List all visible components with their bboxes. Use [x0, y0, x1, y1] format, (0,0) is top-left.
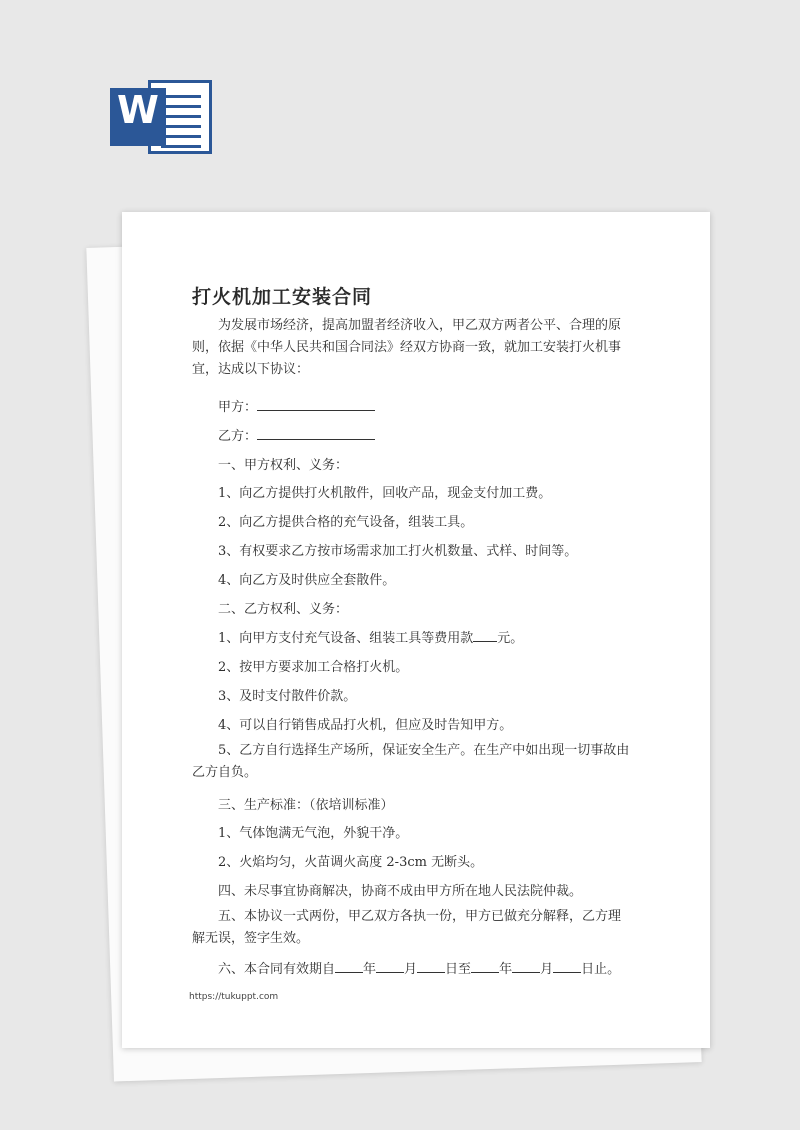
end-month-blank [512, 959, 540, 973]
start-day-label: 日至 [445, 962, 472, 977]
start-month-label: 月 [404, 962, 418, 977]
section-2-item-1-unit: 元。 [497, 631, 524, 646]
section-2-item-2: 2、按甲方要求加工合格打火机。 [218, 660, 409, 675]
section-1-item-4: 4、向乙方及时供应全套散件。 [218, 573, 396, 588]
party-b-line [218, 425, 375, 444]
party-b-label: 乙方： [218, 429, 258, 444]
end-day-label: 日止。 [581, 962, 621, 977]
section-6 [218, 958, 620, 977]
party-a-line [218, 396, 375, 415]
party-b-blank [257, 426, 375, 440]
section-2-item-3: 3、及时支付散件价款。 [218, 689, 357, 704]
section-3-item-2: 2、火焰均匀，火苗调火高度 2-3cm 无断头。 [218, 855, 484, 870]
word-logo-icon [110, 78, 216, 158]
party-a-blank [257, 397, 375, 411]
section-2-item-1-text: 1、向甲方支付充气设备、组装工具等费用款 [218, 631, 474, 646]
section-3-heading: 三、生产标准：（依培训标准） [218, 798, 394, 813]
section-2-item-1 [218, 627, 523, 646]
section-2-heading: 二、乙方权利、义务： [218, 602, 349, 617]
section-1-item-3: 3、有权要求乙方按市场需求加工打火机数量、式样、时间等。 [218, 544, 578, 559]
section-2-item-5: 5、乙方自行选择生产场所，保证安全生产。在生产中如出现一切事故由乙方自负。 [192, 743, 630, 780]
intro-paragraph: 为发展市场经济，提高加盟者经济收入，甲乙双方两者公平、合理的原则，依据《中华人民共和国合同法》经双方协商一致，就加工安装打火机事宜，达成以下协议： [192, 318, 622, 377]
section-4: 四、未尽事宜协商解决，协商不成由甲方所在地人民法院仲裁。 [218, 884, 583, 899]
section-1-item-1: 1、向乙方提供打火机散件，回收产品，现金支付加工费。 [218, 486, 552, 501]
start-year-blank [335, 959, 363, 973]
start-day-blank [417, 959, 445, 973]
end-day-blank [553, 959, 581, 973]
contract-title: 打火机加工安装合同 [192, 286, 373, 308]
source-link[interactable]: https://tukuppt.com [189, 992, 279, 1002]
section-1-item-2: 2、向乙方提供合格的充气设备，组装工具。 [218, 515, 474, 530]
section-6-prefix: 六、本合同有效期自 [218, 962, 336, 977]
word-badge: W [110, 88, 166, 146]
document-page [122, 212, 710, 1048]
start-month-blank [376, 959, 404, 973]
end-year-label: 年 [499, 962, 513, 977]
amount-blank [473, 628, 497, 642]
end-month-label: 月 [540, 962, 554, 977]
section-5: 五、本协议一式两份，甲乙双方各执一份，甲方已做充分解释，乙方理解无误，签字生效。 [192, 909, 622, 946]
end-year-blank [471, 959, 499, 973]
section-2-item-4: 4、可以自行销售成品打火机，但应及时告知甲方。 [218, 718, 513, 733]
party-a-label: 甲方： [218, 400, 258, 415]
section-3-item-1: 1、气体饱满无气泡，外貌干净。 [218, 826, 409, 841]
start-year-label: 年 [363, 962, 377, 977]
section-1-heading: 一、甲方权利、义务： [218, 458, 349, 473]
